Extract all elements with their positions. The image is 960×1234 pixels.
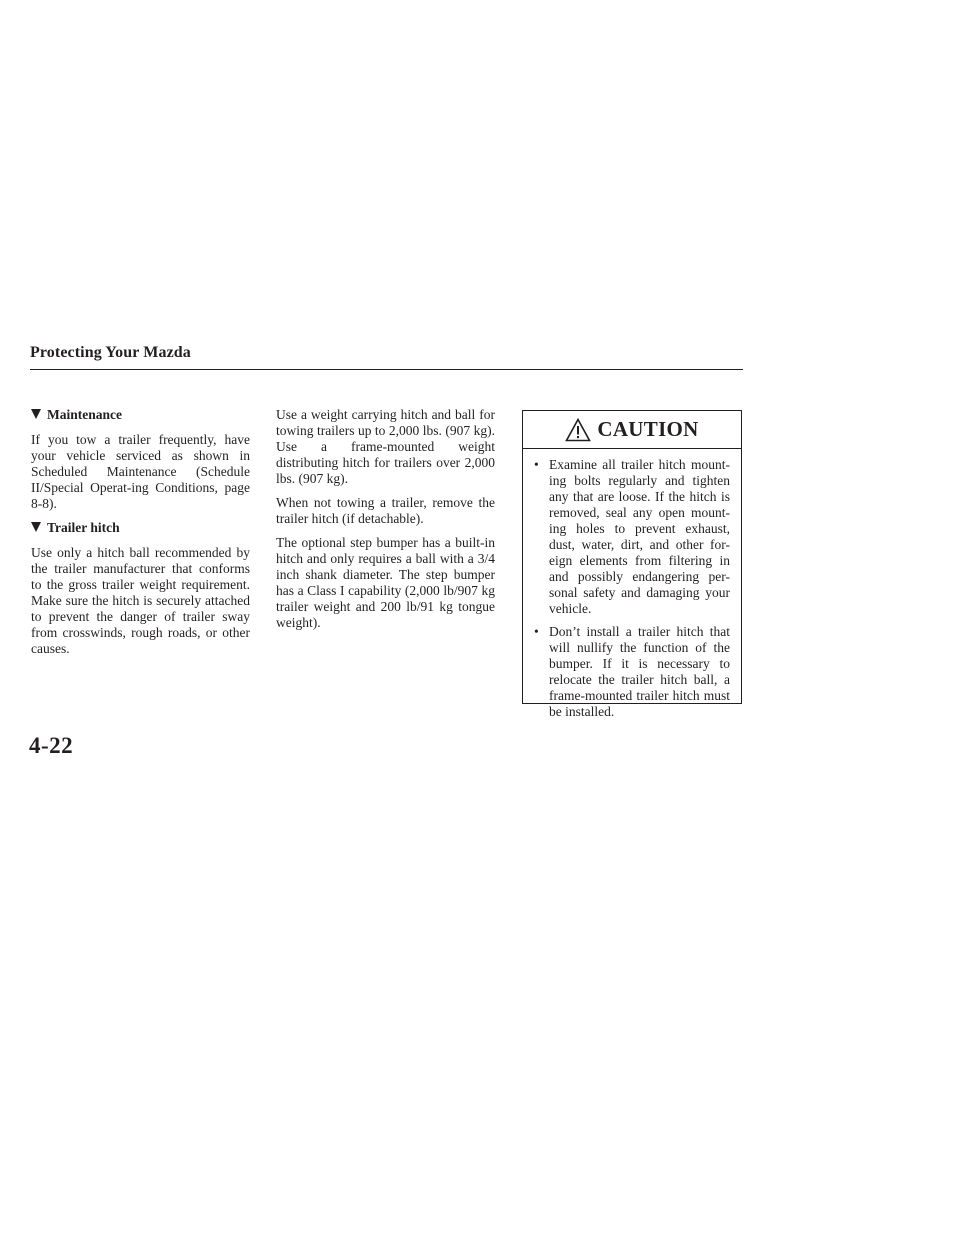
remove-hitch-paragraph: When not towing a trailer, remove the trailer hitch (if detachable). bbox=[276, 495, 495, 526]
trailer-hitch-paragraph: Use only a hitch ball recommended by the trailer manufacturer that conforms to the gross trailer weight requirement. Make sure the hitch is securely attached to prevent the danger of trailer sway from crosswinds, rough roads, or other causes. bbox=[31, 545, 250, 656]
bullet-icon: • bbox=[534, 457, 539, 472]
trailer-hitch-heading bbox=[31, 520, 250, 536]
trailer-hitch-heading-text: Trailer hitch bbox=[47, 520, 120, 535]
middle-column bbox=[276, 407, 495, 639]
maintenance-heading bbox=[31, 407, 250, 423]
maintenance-heading-text: Maintenance bbox=[47, 407, 122, 422]
caution-header bbox=[523, 411, 741, 449]
caution-list bbox=[523, 449, 741, 720]
section-title: Protecting Your Mazda bbox=[30, 344, 191, 361]
triangle-down-icon bbox=[31, 409, 41, 419]
triangle-down-icon bbox=[31, 522, 41, 532]
caution-item-text: Don’t install a trailer hitch that will nullify the function of the bumper. If it is necessary to relocate the trailer hitch ball, a frame-mounted trailer hitch must be installed. bbox=[549, 624, 730, 719]
page-number: 4-22 bbox=[29, 733, 74, 758]
weight-hitch-paragraph: Use a weight carrying hitch and ball for towing trailers up to 2,000 lbs. (907 kg). Use a frame-mounted weight distributing hitch for trailers over 2,000 lbs. (907 kg). bbox=[276, 407, 495, 486]
left-column bbox=[31, 407, 250, 665]
warning-triangle-icon bbox=[565, 418, 591, 442]
caution-title: CAUTION bbox=[597, 417, 699, 441]
caution-item bbox=[534, 457, 730, 617]
step-bumper-paragraph: The optional step bumper has a built-in hitch and only requires a ball with a 3/4 inch shank diameter. The step bumper has a Class I capability (2,000 lb/907 kg trailer weight and 200 lb/91 kg tongue weight). bbox=[276, 535, 495, 630]
header-divider bbox=[30, 369, 743, 370]
bullet-icon: • bbox=[534, 624, 539, 639]
caution-box bbox=[522, 410, 742, 719]
maintenance-paragraph: If you tow a trailer frequently, have your vehicle serviced as shown in Scheduled Maintenance (Schedule II/Special Operat-ing Conditions, page 8-8). bbox=[31, 432, 250, 511]
caution-item-text: Examine all trailer hitch mount-ing bolts regularly and tighten any that are loose. If the hitch is removed, seal any open mount-ing holes to prevent exhaust, dust, water, dirt, and other for-eign elements from filtering in and possibly endangering per-sonal safety and damaging your vehicle. bbox=[549, 457, 730, 616]
caution-item bbox=[534, 624, 730, 720]
